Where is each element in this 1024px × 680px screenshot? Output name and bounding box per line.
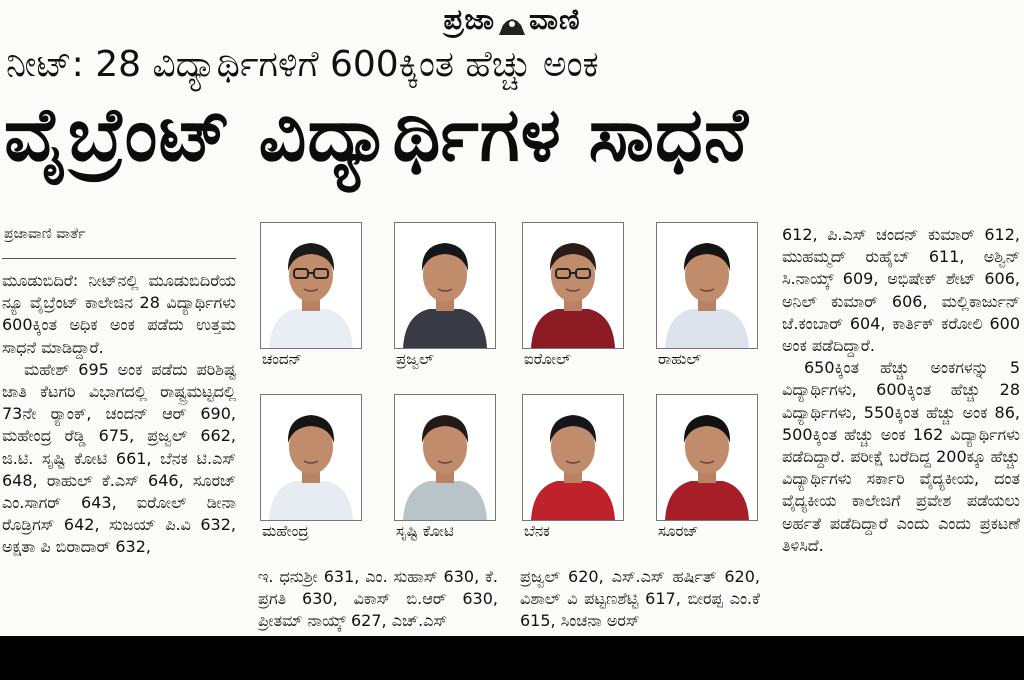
photo-caption: ಚಂದನ್: [262, 350, 302, 368]
photo-caption: ಪ್ರಜ್ವಲ್: [396, 350, 434, 368]
photo-caption: ಮಹೇಂದ್ರ: [262, 522, 309, 540]
article-column-2: [258, 566, 498, 636]
article-paragraph: 612, ಪಿ.ಎಸ್ ಚಂದನ್ ಕುಮಾರ್ 612, ಮುಹಮ್ಮದ್ ರುಹೈಬ್ 611, ಅಶ್ವಿನ್ ಸಿ.ನಾಯ್ಕ್ 609, ಅಭಿಷೇಕ್ ಶೇಟ್ 606, ಅನಿಲ್ ಕುಮಾರ್ 606, ಮಲ್ಲಿಕಾರ್ಜುನ್ ಜೆ.ಕಂಬಾರ್ 604, ಕಾರ್ತಿಕ್ ಕರೋಲಿ 600 ಅಂಕ ಪಡೆದಿದ್ದಾರೆ.: [782, 225, 1020, 356]
article-paragraph: ಇ. ಧನುಶ್ರೀ 631, ಎಂ. ಸುಹಾಸ್ 630, ಕೆ. ಪ್ರಗತಿ 630, ವಿಕಾಸ್ ಬಿ.ಆರ್ 630, ಪ್ರೀತಮ್ ನಾಯ್ಕ್ 627, ಎಚ್.ಎಸ್: [258, 567, 498, 631]
portrait-photo: [522, 222, 624, 349]
kicker-subheadline: ನೀಟ್: 28 ವಿದ್ಯಾರ್ಥಿಗಳಿಗೆ 600ಕ್ಕಿಂತ ಹೆಚ್ಚು ಅಂಕ: [6, 44, 599, 85]
photo-caption: ರಾಹುಲ್: [658, 350, 701, 368]
byline-divider: [2, 258, 236, 259]
portrait-photo: [394, 394, 496, 521]
photo-caption: ಸೃಷ್ಟಿ ಕೋಟಿ: [396, 522, 454, 540]
lion-emblem-icon: [497, 10, 527, 32]
photo-caption: ಸೂರಜ್: [658, 522, 699, 540]
article-column-4: [782, 224, 1020, 636]
masthead-right: ವಾಣಿ: [529, 2, 581, 36]
article-column-3: [520, 566, 760, 636]
article-paragraph: ಮೂಡುಬಿದಿರೆ: ನೀಟ್‌ನಲ್ಲಿ ಮೂಡುಬಿದಿರೆಯ ನ್ಯೂ ವೈಬ್ರೆಂಟ್ ಕಾಲೇಜಿನ 28 ವಿದ್ಯಾರ್ಥಿಗಳು 600ಕ್ಕಿಂತ ಅಧಿಕ ಅಂಕ ಪಡೆದು ಉತ್ತಮ ಸಾಧನೆ ಮಾಡಿದ್ದಾರೆ.: [2, 271, 236, 357]
portrait-photo: [522, 394, 624, 521]
headline: ವೈಬ್ರೆಂಟ್ ವಿದ್ಯಾರ್ಥಿಗಳ ಸಾಧನೆ: [4, 92, 749, 178]
newspaper-masthead: [0, 2, 1024, 38]
article-paragraph: ಮಹೇಶ್ 695 ಅಂಕ ಪಡೆದು ಪರಿಶಿಷ್ಟ ಜಾತಿ ಕೆಟಗರಿ ವಿಭಾಗದಲ್ಲಿ ರಾಷ್ಟ್ರಮಟ್ಟದಲ್ಲಿ 73ನೇ ರ‍್ಯಾಂಕ್, ಚಂದನ್ ಆರ್ 690, ಮಹೇಂದ್ರ ರೆಡ್ಡಿ 675, ಪ್ರಜ್ವಲ್ 662, ಜಿ.ಟಿ. ಸೃಷ್ಟಿ ಕೋಟಿ 661, ಬೆನಕ ಟಿ.ಎಸ್ 648, ರಾಹುಲ್ ಕೆ.ಎಸ್ 646, ಸೂರಜ್ ಎಂ.ಸಾಗರ್ 643, ಐರೋಲ್ ಡೀನಾ ರೊಡ್ರಿಗಸ್ 642, ಸುಜಯ್ ಪಿ.ವಿ 632, ಅಕ್ಷತಾ ಪಿ ಬಿರಾದಾರ್ 632,: [2, 359, 236, 557]
portrait-photo: [394, 222, 496, 349]
portrait-photo: [260, 222, 362, 349]
photo-caption: ಐರೋಲ್: [524, 350, 571, 368]
portrait-photo: [260, 394, 362, 521]
portrait-photo: [656, 222, 758, 349]
article-paragraph: 650ಕ್ಕಿಂತ ಹೆಚ್ಚು ಅಂಕಗಳನ್ನು 5 ವಿದ್ಯಾರ್ಥಿಗಳು, 600ಕ್ಕಿಂತ ಹೆಚ್ಚು 28 ವಿದ್ಯಾರ್ಥಿಗಳು, 550ಕ್ಕಿಂತ ಹೆಚ್ಚು ಅಂಕ 86, 500ಕ್ಕಿಂತ ಹೆಚ್ಚು ಅಂಕ 162 ವಿದ್ಯಾರ್ಥಿಗಳು ಪಡೆದಿದ್ದಾರೆ. ಪರೀಕ್ಷೆ ಬರೆದಿದ್ದ 200ಕ್ಕೂ ಹೆಚ್ಚು ವಿದ್ಯಾರ್ಥಿಗಳು ಸರ್ಕಾರಿ ವೈದ್ಯಕೀಯ, ದಂತ ವೈದ್ಯಕೀಯ ಕಾಲೇಜಿಗೆ ಪ್ರವೇಶ ಪಡೆಯಲು ಅರ್ಹತೆ ಪಡೆದಿದ್ದಾರೆ ಎಂದು ಎಂದು ಪ್ರಕಟಣೆ ತಿಳಿಸಿದೆ.: [782, 358, 1020, 555]
photo-caption: ಬೆನಕ: [524, 522, 550, 540]
article-paragraph: ಪ್ರಜ್ವಲ್ 620, ಎಸ್.ಎಸ್ ಹರ್ಷಿತ್ 620, ವಿಶಾಲ್ ವಿ ಪಟ್ಟಣಶೆಟ್ಟಿ 617, ಬೀರಪ್ಪ ಎಂ.ಕೆ 615, ಸಿಂಚನಾ ಅರಸ್: [520, 567, 760, 631]
masthead-left: ಪ್ರಜಾ: [443, 2, 496, 36]
portrait-photo: [656, 394, 758, 521]
byline: ಪ್ರಜಾವಾಣಿ ವಾರ್ತೆ: [4, 226, 86, 242]
article-column-1: [2, 270, 236, 636]
